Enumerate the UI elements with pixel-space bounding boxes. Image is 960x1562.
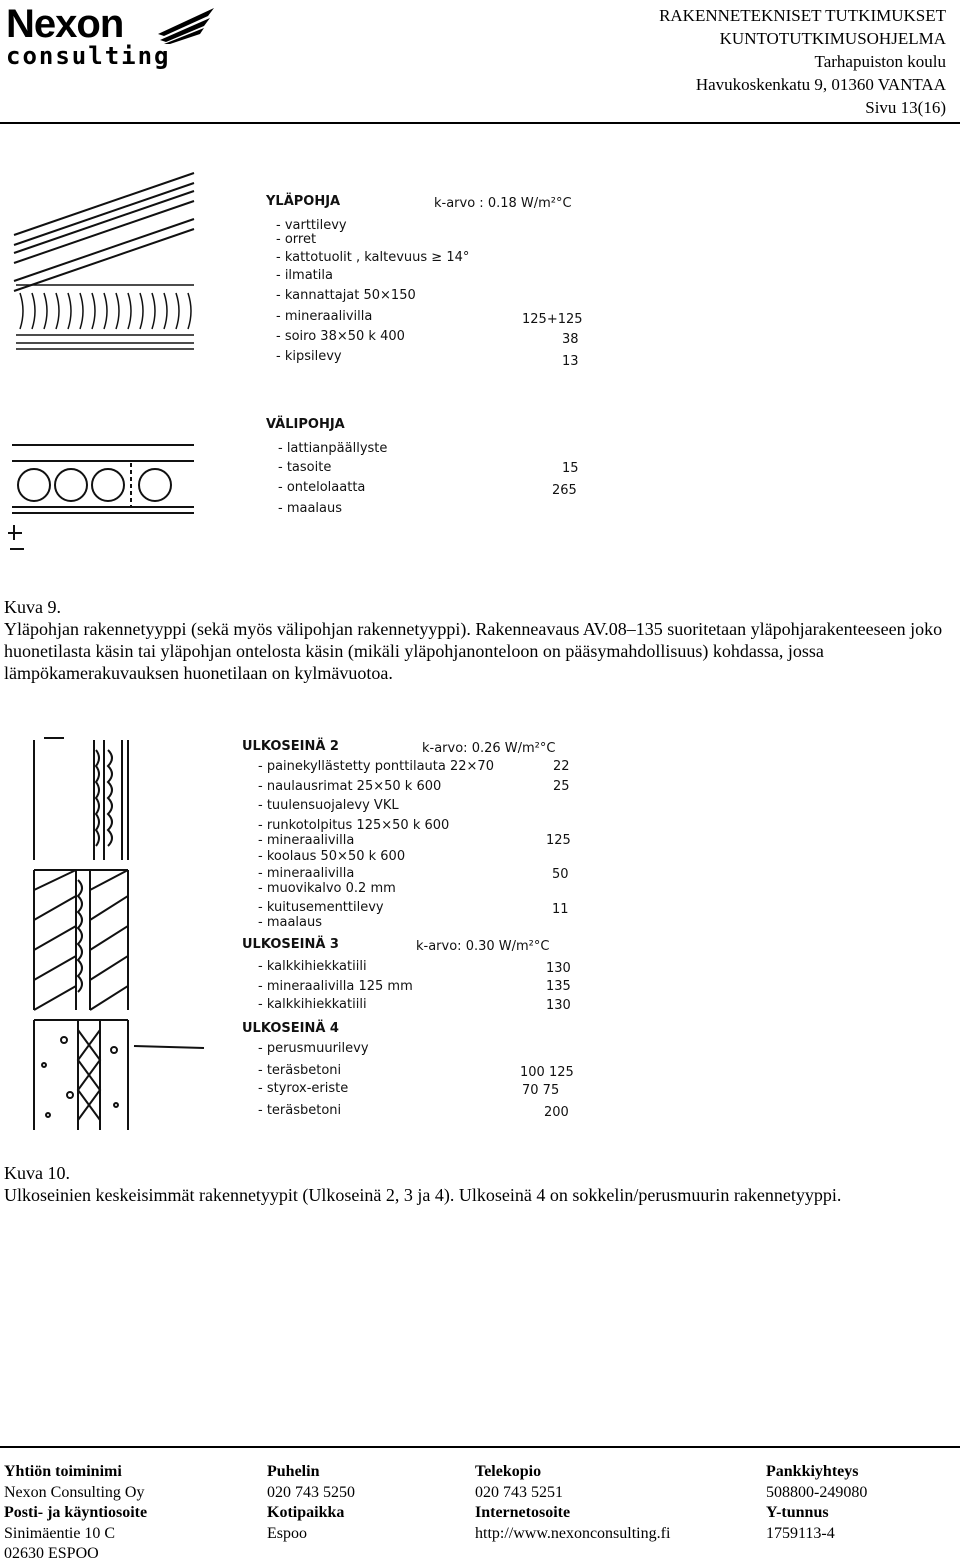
caption-text: Yläpohjan rakennetyyppi (sekä myös välipohjan rakennetyyppi). Rakenneavaus AV.08–135 suoritetaan yläpohjarakenteeseen joko huonetilasta käsin tai yläpohjan ontelosta käsin (mikäli yläpohjanonteloon on pääsymahdollisuus) kohdassa, jossa lämpökamerakuvauksen huonetilaan on kylmävuotoa. [4, 619, 943, 683]
yp-item: - kipsilevy [276, 349, 342, 364]
u4-item: - teräsbetoni [258, 1103, 342, 1118]
footer-label-domicile: Kotipaikka [267, 1504, 345, 1521]
footer-bank: 508800-249080 [766, 1483, 868, 1501]
footer-label-address: Posti- ja käyntiosoite [4, 1504, 148, 1521]
header-title: RAKENNETEKNISET TUTKIMUKSET [659, 6, 946, 25]
figure-10-caption [4, 1162, 954, 1206]
footer-label-business-id: Y-tunnus [766, 1504, 829, 1521]
u4-item: - styrox-eriste [258, 1081, 349, 1096]
footer-label-web: Internetosoite [475, 1504, 571, 1521]
u2-item: - tuulensuojalevy VKL [258, 798, 399, 813]
logo-text-nexon: Nexon [6, 2, 124, 46]
u2-item: - muovikalvo 0.2 mm [258, 881, 396, 896]
figure-10-wall-structures [4, 720, 594, 1160]
u2-item: - painekyllästetty ponttilauta 22×70 [258, 759, 494, 774]
u4-value: 100 125 [520, 1065, 574, 1080]
header-program: KUNTOTUTKIMUSOHJELMA [719, 29, 946, 48]
u3-value: 135 [546, 979, 571, 994]
yp-value: 13 [562, 354, 579, 369]
caption-label: Kuva 10. [4, 1163, 70, 1183]
yp-kvalue: k-arvo : 0.18 W/m²°C [434, 196, 572, 211]
u2-item: - mineraalivilla [258, 833, 355, 848]
u4-value: 200 [544, 1105, 569, 1120]
u4-item: - teräsbetoni [258, 1063, 342, 1078]
u4-value: 70 75 [522, 1083, 560, 1098]
u3-title: ULKOSEINÄ 3 [242, 937, 339, 952]
footer-label-fax: Telekopio [475, 1463, 542, 1480]
vp-item: - ontelolaatta [278, 480, 366, 495]
footer-label-phone: Puhelin [267, 1463, 320, 1480]
yp-title: YLÄPOHJA [266, 194, 341, 209]
company-logo [4, 2, 219, 74]
header-divider [0, 122, 960, 124]
u2-value: 25 [553, 779, 570, 794]
footer-company-name: Nexon Consulting Oy [4, 1483, 145, 1501]
figure-9-caption [4, 596, 954, 684]
footer-domicile: Espoo [267, 1524, 307, 1542]
yp-item: - kannattajat 50×150 [276, 288, 416, 303]
footer-business-id: 1759113-4 [766, 1524, 835, 1542]
u3-item: - kalkkihiekkatiili [258, 959, 367, 974]
caption-text: Ulkoseinien keskeisimmät rakennetyypit (Ulkoseinä 2, 3 ja 4). Ulkoseinä 4 on sokkelin/perusmuurin rakennetyyppi. [4, 1185, 842, 1205]
vp-item: - maalaus [278, 501, 343, 516]
u4-item: - perusmuurilevy [258, 1041, 369, 1056]
u3-value: 130 [546, 998, 571, 1013]
yp-value: 125+125 [522, 312, 583, 327]
page-number: Sivu 13(16) [865, 98, 946, 117]
footer-divider [0, 1446, 960, 1448]
document-header [659, 4, 946, 119]
logo-wings-icon [154, 4, 220, 44]
roof-section-drawing [4, 145, 594, 595]
u2-item: - koolaus 50×50 k 600 [258, 849, 406, 864]
u2-item: - maalaus [258, 915, 323, 930]
yp-item: - orret [276, 232, 317, 247]
u3-kvalue: k-arvo: 0.30 W/m²°C [416, 939, 550, 954]
u3-item: - mineraalivilla 125 mm [258, 979, 413, 994]
footer-label-bank: Pankkiyhteys [766, 1463, 859, 1480]
yp-item: - mineraalivilla [276, 309, 373, 324]
footer-label-company: Yhtiön toiminimi [4, 1463, 122, 1480]
footer-street: Sinimäentie 10 C [4, 1524, 116, 1542]
u2-item: - kuitusementtilevy [258, 900, 384, 915]
u2-item: - naulausrimat 25×50 k 600 [258, 779, 442, 794]
yp-item: - kattotuolit , kaltevuus ≥ 14° [276, 250, 470, 265]
u2-value: 11 [552, 902, 569, 917]
u2-item: - mineraalivilla [258, 866, 355, 881]
vp-title: VÄLIPOHJA [266, 417, 345, 432]
wall-section-drawing [4, 720, 594, 1160]
vp-item: - tasoite [278, 460, 332, 475]
yp-item: - ilmatila [276, 268, 333, 283]
header-address: Havukoskenkatu 9, 01360 VANTAA [695, 75, 946, 94]
yp-value: 38 [562, 332, 579, 347]
u2-title: ULKOSEINÄ 2 [242, 739, 339, 754]
u2-value: 50 [552, 867, 569, 882]
logo-text-consulting: consulting [6, 42, 171, 70]
u4-title: ULKOSEINÄ 4 [242, 1021, 339, 1036]
u3-item: - kalkkihiekkatiili [258, 997, 367, 1012]
footer-postal: 02630 ESPOO [4, 1545, 99, 1562]
header-site: Tarhapuiston koulu [814, 52, 946, 71]
footer-phone: 020 743 5250 [267, 1483, 355, 1501]
u2-item: - runkotolpitus 125×50 k 600 [258, 818, 450, 833]
yp-item: - soiro 38×50 k 400 [276, 329, 405, 344]
u2-kvalue: k-arvo: 0.26 W/m²°C [422, 741, 556, 756]
vp-value: 265 [552, 483, 577, 498]
footer-web-link[interactable]: http://www.nexonconsulting.fi [475, 1524, 671, 1542]
caption-label: Kuva 9. [4, 597, 61, 617]
footer-fax: 020 743 5251 [475, 1483, 563, 1501]
u3-value: 130 [546, 961, 571, 976]
vp-item: - lattianpäällyste [278, 441, 388, 456]
u2-value: 22 [553, 759, 570, 774]
u2-value: 125 [546, 833, 571, 848]
vp-value: 15 [562, 461, 579, 476]
figure-9-roof-structure [4, 145, 594, 595]
yp-item: - varttilevy [276, 218, 347, 233]
